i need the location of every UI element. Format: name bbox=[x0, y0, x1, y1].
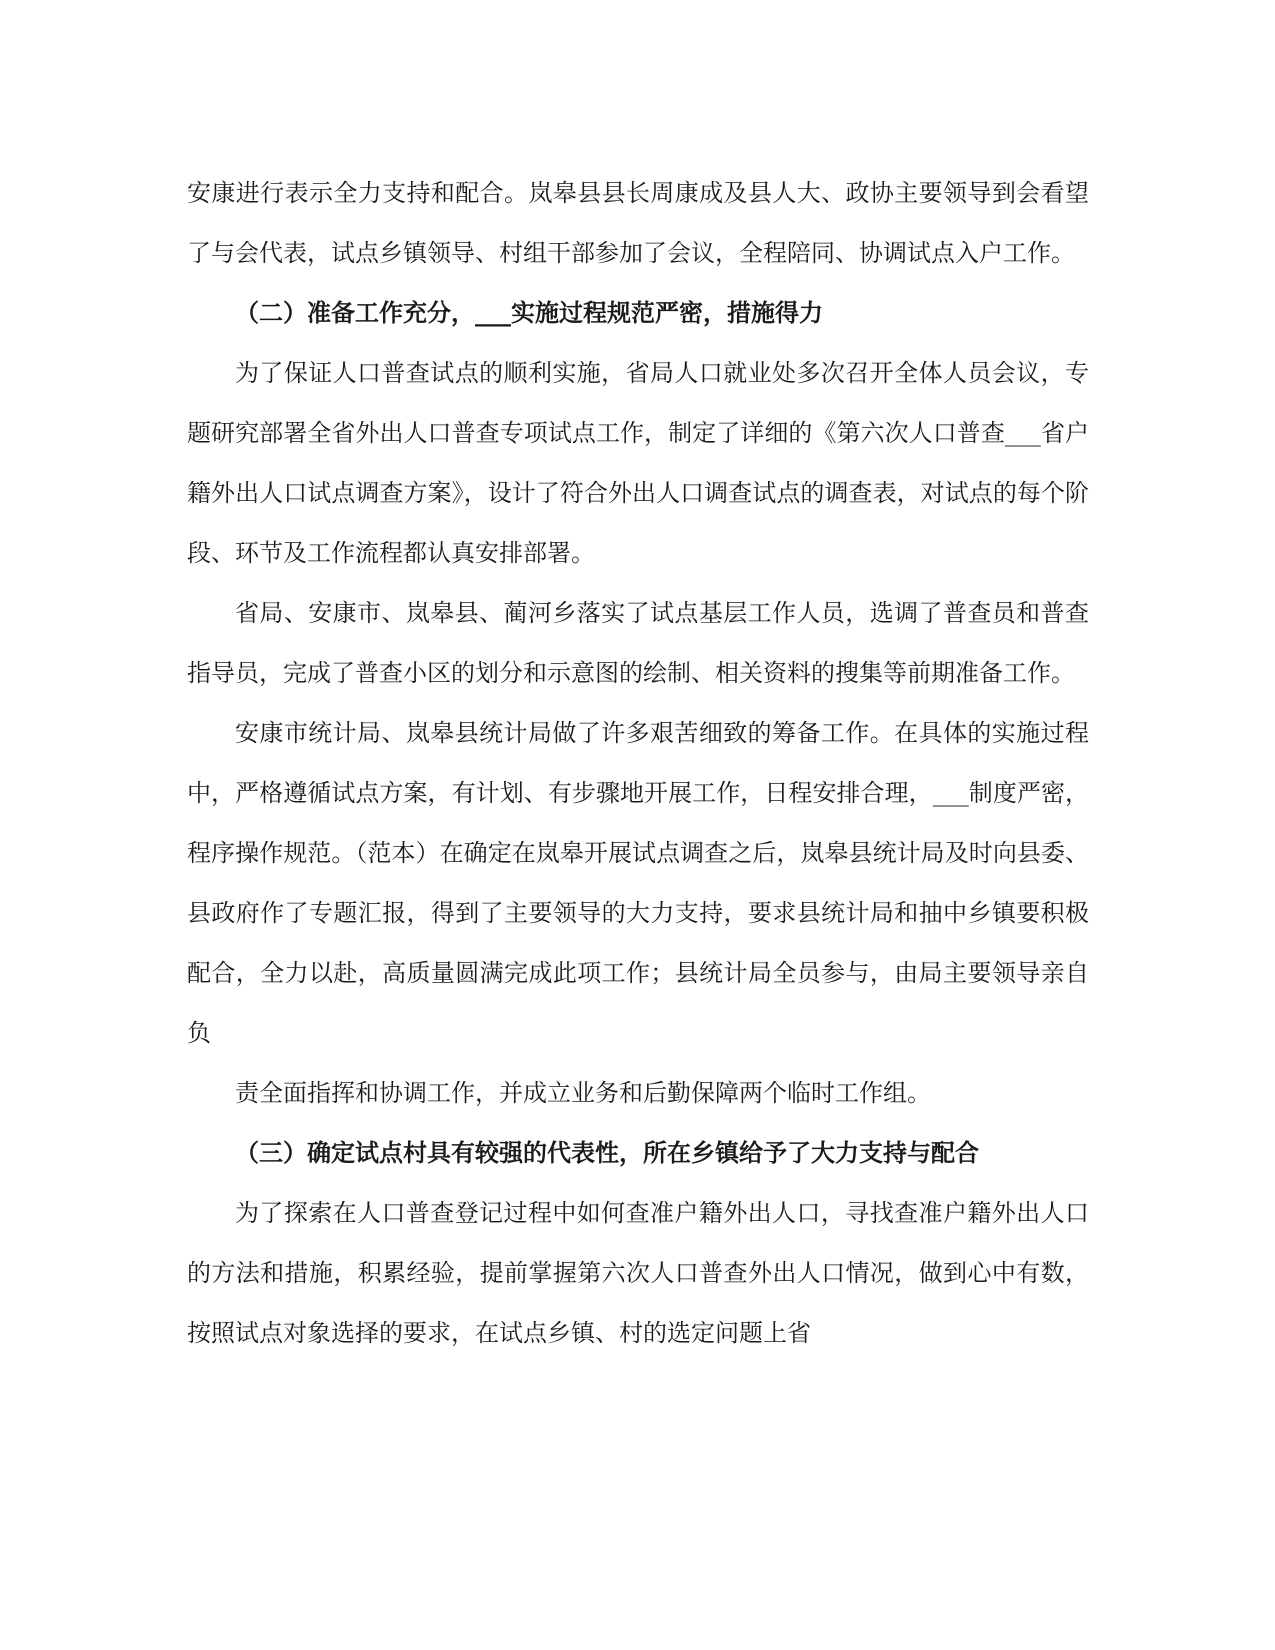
section-heading-3: （三）确定试点村具有较强的代表性，所在乡镇给予了大力支持与配合 bbox=[235, 1138, 979, 1167]
body-paragraph-6: 责全面指挥和协调工作，并成立业务和后勤保障两个临时工作组。 bbox=[235, 1079, 931, 1107]
body-paragraph-4: 省局、安康市、岚皋县、蔺河乡落实了试点基层工作人员，选调了普查员和普查指导员，完成了普查小区的划分和示意图的绘制、相关资料的搜集等前期准备工作。 bbox=[187, 599, 1089, 687]
section-heading-2: （二）准备工作充分，___实施过程规范严密，措施得力 bbox=[235, 298, 823, 327]
body-paragraph-1: 安康进行表示全力支持和配合。岚皋县县长周康成及县人大、政协主要领导到会看望了与会代表，试点乡镇领导、村组干部参加了会议，全程陪同、协调试点入户工作。 bbox=[187, 179, 1089, 267]
body-paragraph-5: 安康市统计局、岚皋县统计局做了许多艰苦细致的筹备工作。在具体的实施过程中，严格遵循试点方案，有计划、有步骤地开展工作，日程安排合理，___制度严密，程序操作规范。（范本）在确定在岚皋开展试点调查之后，岚皋县统计局及时向县委、县政府作了专题汇报，得到了主要领导的大力支持，要求县统计局和抽中乡镇要积极配合，全力以赴，高质量圆满完成此项工作；县统计局全员参与，由局主要领导亲自负 bbox=[187, 719, 1089, 1047]
document-body bbox=[187, 163, 1089, 1363]
body-paragraph-3: 为了保证人口普查试点的顺利实施，省局人口就业处多次召开全体人员会议，专题研究部署全省外出人口普查专项试点工作，制定了详细的《第六次人口普查___省户籍外出人口试点调查方案》，设计了符合外出人口调查试点的调查表，对试点的每个阶段、环节及工作流程都认真安排部署。 bbox=[187, 359, 1089, 567]
body-paragraph-8: 为了探索在人口普查登记过程中如何查准户籍外出人口，寻找查准户籍外出人口的方法和措施，积累经验，提前掌握第六次人口普查外出人口情况，做到心中有数，按照试点对象选择的要求，在试点乡镇、村的选定问题上省 bbox=[187, 1199, 1089, 1347]
